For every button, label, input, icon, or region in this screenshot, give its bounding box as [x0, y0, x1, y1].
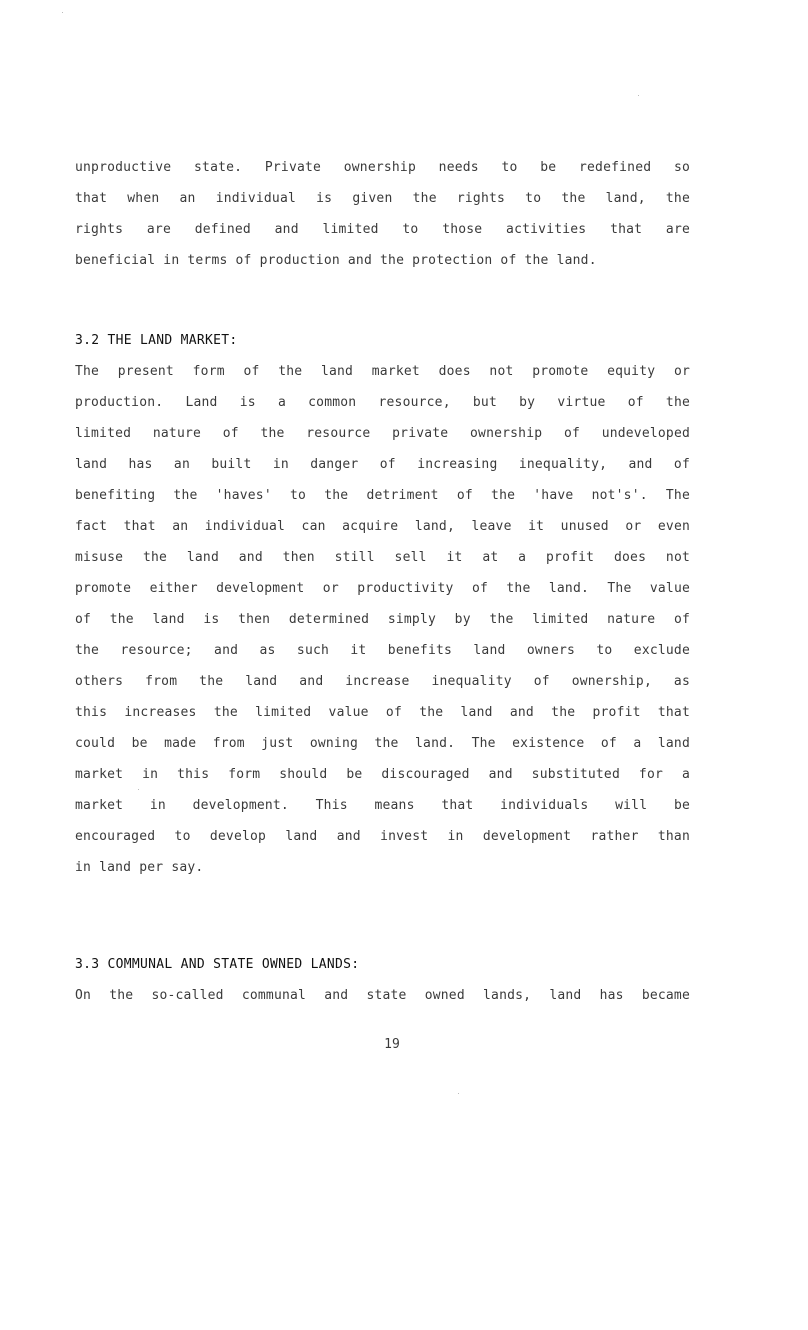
text-line: benefiting the 'haves' to the detriment of the 'have not's'. The [75, 488, 690, 503]
text-line: land has an built in danger of increasing inequality, and of [75, 457, 690, 472]
text-line: others from the land and increase inequality of ownership, as [75, 674, 690, 689]
text-line: market in development. This means that individuals will be [75, 798, 690, 813]
page-number: 19 [384, 1037, 400, 1052]
scan-speck [638, 95, 639, 96]
text-line: this increases the limited value of the land and the profit that [75, 705, 690, 720]
text-line: of the land is then determined simply by the limited nature of [75, 612, 690, 627]
text-line: unproductive state. Private ownership needs to be redefined so [75, 160, 690, 175]
text-line: The present form of the land market does not promote equity or [75, 364, 690, 379]
text-line: limited nature of the resource private ownership of undeveloped [75, 426, 690, 441]
text-line: fact that an individual can acquire land, leave it unused or even [75, 519, 690, 534]
scan-speck [458, 1093, 459, 1094]
text-line: beneficial in terms of production and the protection of the land. [75, 253, 597, 268]
text-line: in land per say. [75, 860, 204, 875]
scan-speck [138, 789, 139, 790]
text-line: encouraged to develop land and invest in development rather than [75, 829, 690, 844]
section-heading-communal-lands: 3.3 COMMUNAL AND STATE OWNED LANDS: [75, 957, 360, 972]
text-line: market in this form should be discouraged and substituted for a [75, 767, 690, 782]
text-line: that when an individual is given the rights to the land, the [75, 191, 690, 206]
text-line: promote either development or productivity of the land. The value [75, 581, 690, 596]
text-line: could be made from just owning the land. The existence of a land [75, 736, 690, 751]
text-line: production. Land is a common resource, but by virtue of the [75, 395, 690, 410]
text-line: On the so-called communal and state owned lands, land has became [75, 988, 690, 1003]
text-line: misuse the land and then still sell it at a profit does not [75, 550, 690, 565]
scan-speck [62, 12, 63, 13]
text-line: rights are defined and limited to those activities that are [75, 222, 690, 237]
text-line: the resource; and as such it benefits land owners to exclude [75, 643, 690, 658]
section-heading-land-market: 3.2 THE LAND MARKET: [75, 333, 238, 348]
